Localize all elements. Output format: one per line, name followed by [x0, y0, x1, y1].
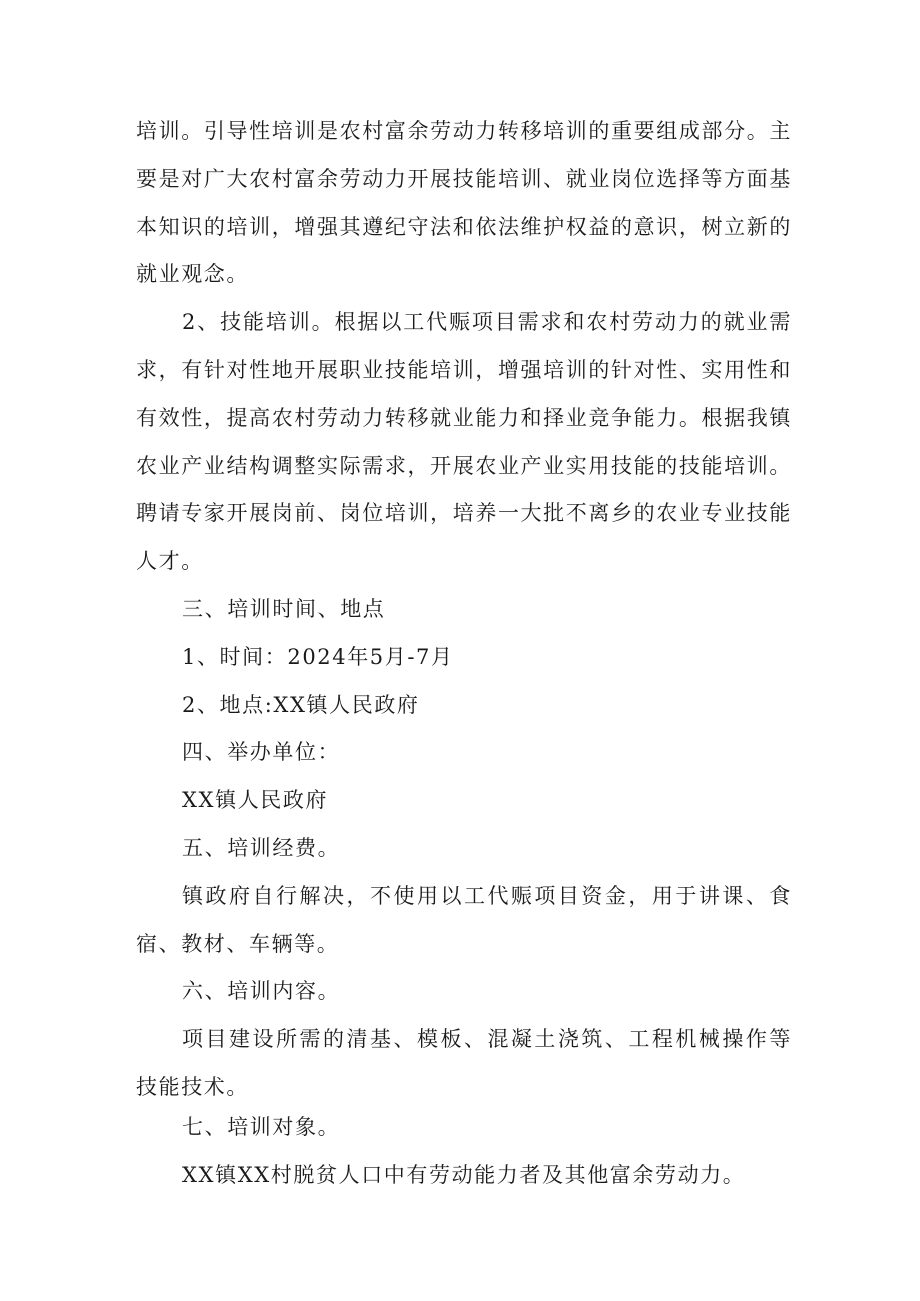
document-body [136, 108, 792, 1199]
paragraph-place: 2、地点:XX镇人民政府 [182, 692, 420, 717]
section-heading-organizer: 四、举办单位： [182, 740, 341, 765]
paragraph-time: 1、时间：2024年5月-7月 [182, 644, 454, 669]
paragraph-target: XX镇XX村脱贫人口中有劳动能力者及其他富余劳动力。 [182, 1162, 746, 1187]
section-heading-content: 六、培训内容。 [182, 979, 341, 1004]
paragraph-skills-training: 2、技能培训。根据以工代赈项目需求和农村劳动力的就业需求，有针对性地开展职业技能培训，增强培训的针对性、实用性和有效性，提高农村劳动力转移就业能力和择业竞争能力。根据我镇农业产业结构调整实际需求，开展农业产业实用技能的技能培训。聘请专家开展岗前、岗位培训，培养一大批不离乡的农业专业技能人才。 [136, 310, 792, 574]
paragraph-funding: 镇政府自行解决，不使用以工代赈项目资金，用于讲课、食宿、教材、车辆等。 [136, 883, 792, 956]
paragraph-guidance-training: 培训。引导性培训是农村富余劳动力转移培训的重要组成部分。主要是对广大农村富余劳动力开展技能培训、就业岗位选择等方面基本知识的培训，增强其遵纪守法和依法维护权益的意识，树立新的就业观念。 [136, 119, 792, 287]
section-heading-time-place: 三、培训时间、地点 [182, 596, 386, 621]
section-heading-target: 七、培训对象。 [182, 1114, 341, 1139]
paragraph-content: 项目建设所需的清基、模板、混凝土浇筑、工程机械操作等技能技术。 [136, 1027, 792, 1099]
section-heading-funding: 五、培训经费。 [182, 835, 341, 860]
paragraph-organizer: XX镇人民政府 [182, 788, 329, 813]
